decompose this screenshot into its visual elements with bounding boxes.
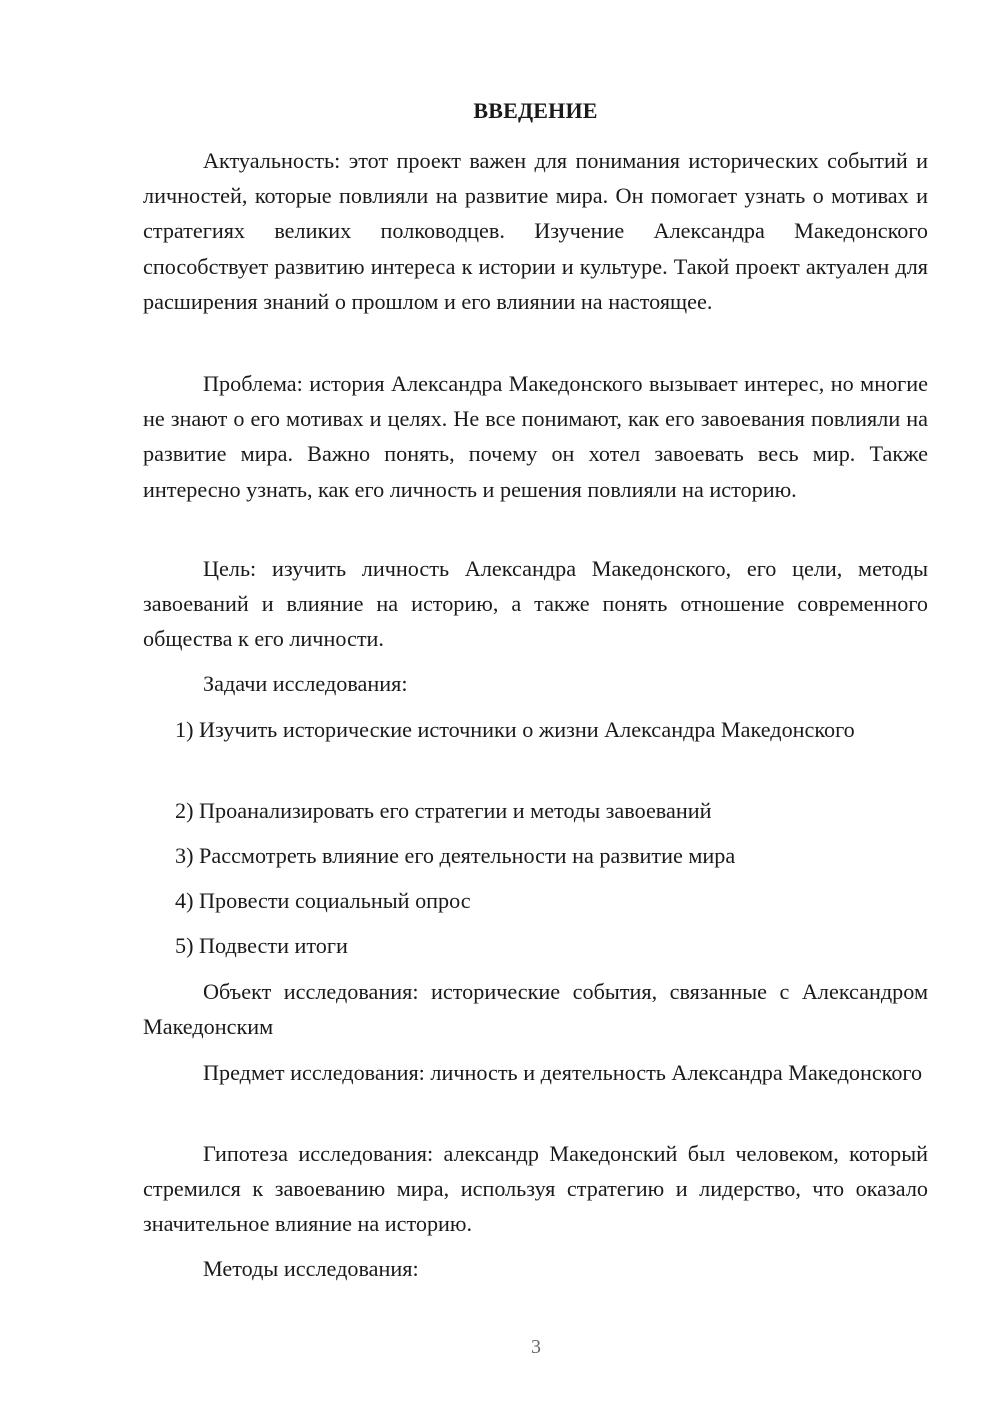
tasks-heading: Задачи исследования: (203, 671, 408, 696)
task-item-3: 3) Рассмотреть влияние его деятельности на развитие мира (175, 843, 736, 868)
paragraph-goal: Цель: изучить личность Александра Македонского, его цели, методы завоеваний и влияние на историю, а также понять отношение современного общества к его личности. (143, 556, 928, 652)
methods-heading: Методы исследования: (203, 1256, 419, 1281)
paragraph-problem: Проблема: история Александра Македонского вызывает интерес, но многие не знают о его мотивах и целях. Не все понимают, как его завоевания повлияли на развитие мира. Важно понять, почему он хотел завоевать весь мир. Также интересно узнать, как его личность и решения повлияли на историю. (143, 371, 928, 502)
page-number: 3 (531, 1336, 541, 1358)
paragraph-hypothesis: Гипотеза исследования: александр Македонский был человеком, который стремился к завоеванию мира, используя стратегию и лидерство, что оказало значительное влияние на историю. (143, 1141, 928, 1237)
page-title: ВВЕДЕНИЕ (473, 98, 598, 123)
task-item-2: 2) Проанализировать его стратегии и методы завоеваний (175, 798, 712, 823)
task-item-4: 4) Провести социальный опрос (175, 888, 471, 913)
task-item-5: 5) Подвести итоги (175, 933, 348, 958)
task-item-1: 1) Изучить исторические источники о жизни Александра Македонского (175, 717, 855, 742)
paragraph-relevance: Актуальность: этот проект важен для понимания исторических событий и личностей, которые повлияли на развитие мира. Он помогает узнать о мотивах и стратегиях великих полководцев. Изучение Александра Македонского способствует развитию интереса к истории и культуре. Такой проект актуален для расширения знаний о прошлом и его влиянии на настоящее. (143, 148, 928, 314)
paragraph-subject: Предмет исследования: личность и деятельность Александра Македонского (203, 1060, 923, 1085)
paragraph-object: Объект исследования: исторические события, связанные с Александром Македонским (143, 979, 928, 1040)
